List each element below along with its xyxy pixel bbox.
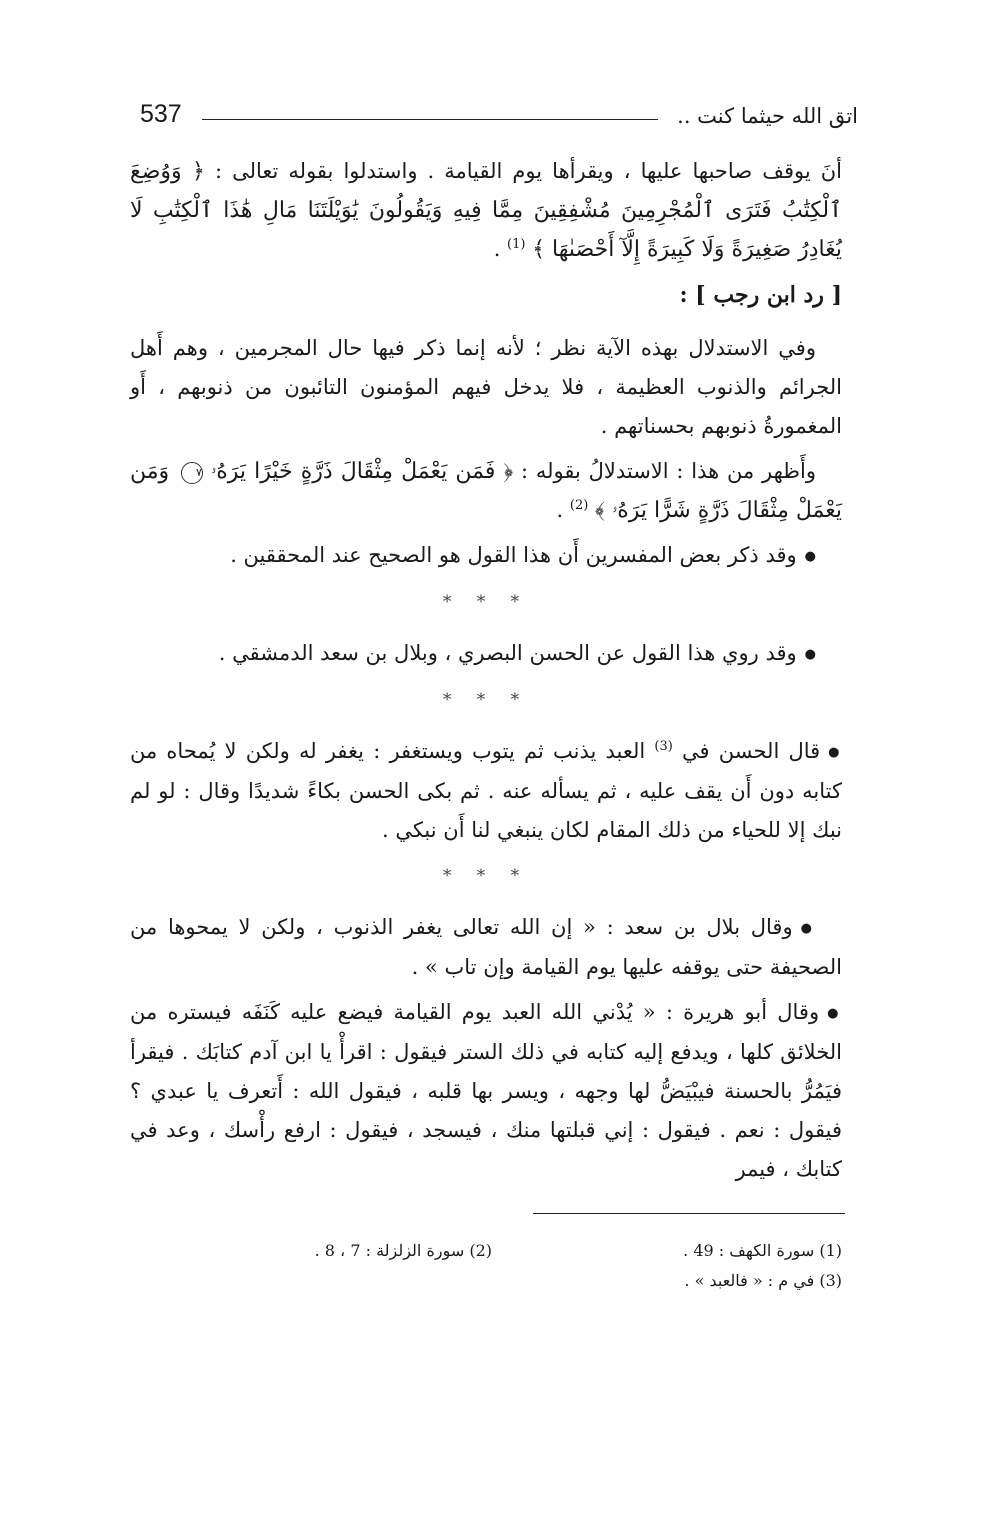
- paragraph-2: وفي الاستدلال بهذه الآية نظر ؛ لأنه إنما ذكر فيها حال المجرمين ، وهم أَهل الجرائم والذنوب العظيمة ، فلا يدخل فيهم المؤمنون التائبون من ذنوبهم ، أَو المغمورةُ ذنوبهم بحسناتهم .: [130, 336, 842, 438]
- separator-stars-3: * * *: [442, 866, 530, 886]
- bullet-paragraph-3-start: قال الحسن في: [682, 739, 821, 763]
- section-heading: [ رد ابن رجب ] :: [679, 282, 842, 308]
- paragraph-3: [130, 452, 842, 530]
- bullet-paragraph-1: ● وقد ذكر بعض المفسرين أَن هذا القول هو الصحيح عند المحققين .: [130, 536, 842, 576]
- footnote-ref-3: (3): [654, 739, 673, 754]
- paragraph-1-text: أنَ يوقف صاحبها عليها ، ويقرأها يوم القيامة . واستدلوا بقوله تعالى :: [204, 159, 842, 183]
- paragraph-3-end: .: [556, 498, 570, 522]
- paragraph-1: [130, 152, 842, 269]
- header-rule: [202, 119, 658, 120]
- paragraph-3-text: وأَظهر من هذا : الاستدلالُ بقوله :: [513, 459, 816, 483]
- footnote-1: (1) سورة الكهف : 49 .: [683, 1241, 842, 1260]
- footnote-rule: [533, 1213, 845, 1214]
- footnote-row-1: [140, 1236, 842, 1266]
- running-title: اتق الله حيثما كنت ..: [677, 104, 858, 128]
- footnote-ref-1: (1): [507, 237, 526, 252]
- page-number: 537: [140, 100, 182, 128]
- footnote-3: (3) في م : « فالعبد » .: [684, 1271, 842, 1290]
- footnotes: [140, 1236, 842, 1296]
- ayah-number-mark: ٧: [181, 462, 203, 484]
- footnote-ref-2: (2): [569, 498, 589, 513]
- quran-verse-2a: ﴿ فَمَن يَعْمَلْ مِثْقَالَ ذَرَّةٍ خَيْرًا يَرَهُۥ: [210, 459, 514, 484]
- bullet-paragraph-3-rest: العبد يذنب ثم يتوب ويستغفر : يغفر له ولكن لا يُمحاه من كتابه دون أَن يقف عليه ، ثم يسأله عنه . ثم بكى الحسن بكاءً شديدًا وقال : لو لم نبك إلا للحياء من ذلك المقام لكان ينبغي لنا أَن نبكي .: [130, 739, 842, 842]
- separator-stars-1: * * *: [442, 592, 530, 612]
- quran-verse-2b: وَمَن يَعْمَلْ مِثْقَالَ ذَرَّةٍ شَرًّا يَرَهُۥ ﴾: [130, 459, 842, 523]
- page-header: [140, 100, 858, 140]
- separator-stars-2: * * *: [442, 690, 530, 710]
- footnote-row-2: [140, 1266, 842, 1296]
- quran-verse-1: ﴿ وَوُضِعَ ٱلْكِتَٰبُ فَتَرَى ٱلْمُجْرِمِينَ مُشْفِقِينَ مِمَّا فِيهِ وَيَقُولُونَ يَٰوَيْلَتَنَا مَالِ هَٰذَا ٱلْكِتَٰبِ لَا يُغَادِرُ صَغِيرَةً وَلَا كَبِيرَةً إِلَّآ أَحْصَىٰهَا ﴾: [130, 159, 842, 262]
- bullet-paragraph-2: ● وقد روي هذا القول عن الحسن البصري ، وبلال بن سعد الدمشقي .: [130, 634, 842, 674]
- bullet-paragraph-3: [130, 732, 842, 850]
- bullet-paragraph-5: ● وقال أبو هريرة : « يُدْني الله العبد يوم القيامة فيضع عليه كَنَفَه فيستره من الخلائق كلها ، ويدفع إليه كتابه في ذلك الستر فيقول : اقرأْ يا ابن آدم كتابَك . فيقرأ فيَمُرُّ بالحسنة فيبْيَضُّ لها وجهه ، ويسر بها قلبه ، فيقول الله : أَتعرف يا عبدي ؟ فيقول : نعم . فيقول : إني قبلتها منك ، فيسجد ، فيقول : ارفع رأْسك ، وعد في كتابك ، فيمر: [130, 993, 842, 1189]
- paragraph-1-end: .: [493, 237, 508, 261]
- bullet-paragraph-4: ● وقال بلال بن سعد : « إن الله تعالى يغفر الذنوب ، ولكن لا يمحوها من الصحيفة حتى يوقفه عليها يوم القيامة وإن تاب » .: [130, 908, 842, 987]
- footnote-2: (2) سورة الزلزلة : 7 ، 8 .: [314, 1241, 492, 1260]
- page-body: [130, 152, 842, 1189]
